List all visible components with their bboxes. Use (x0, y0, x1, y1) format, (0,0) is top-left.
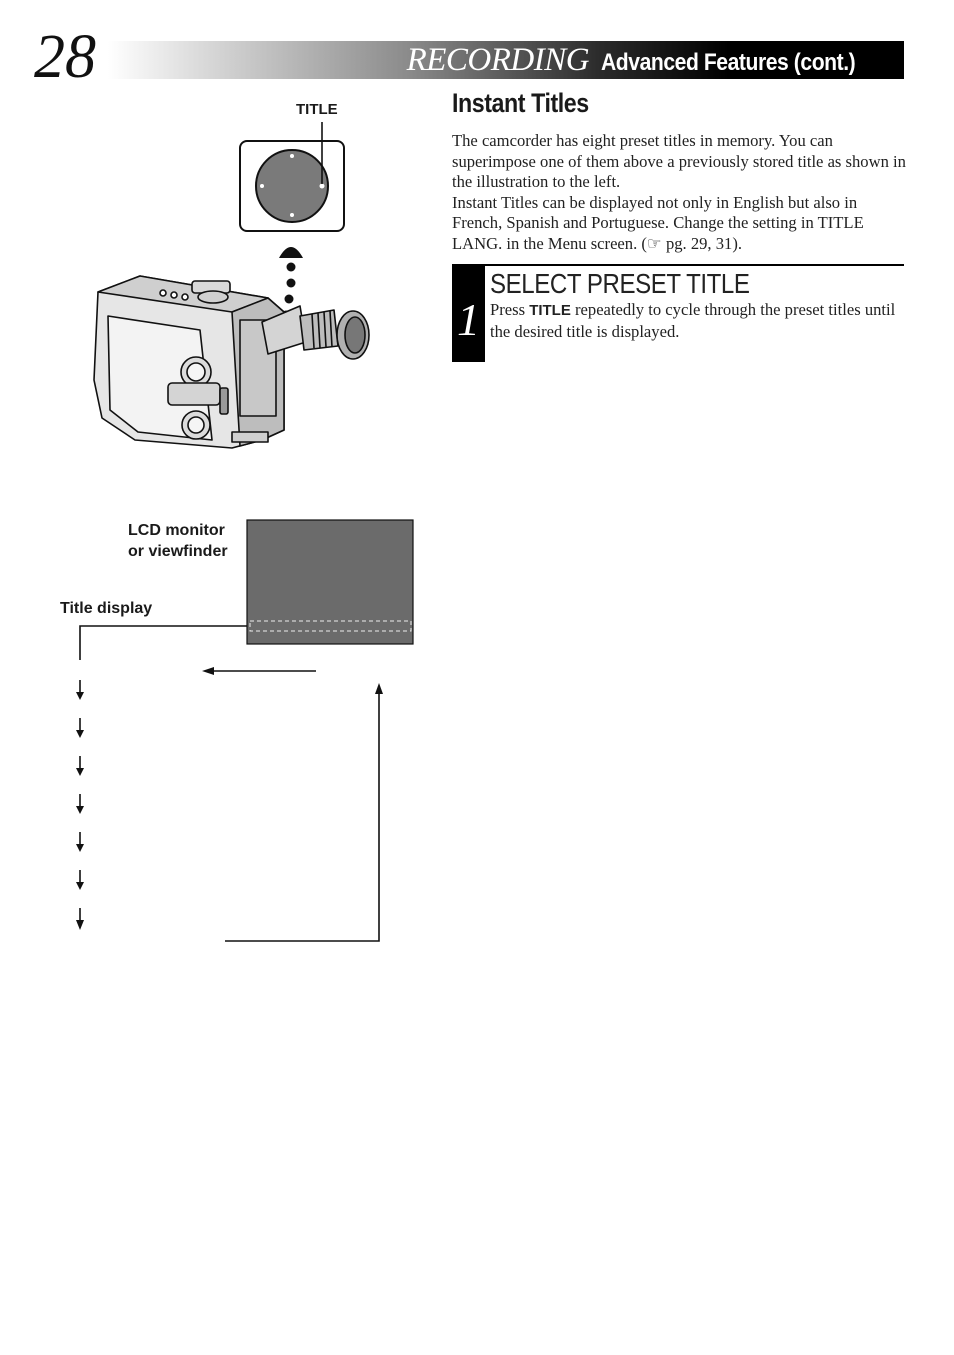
intro-paragraph-1: The camcorder has eight preset titles in memory. You can superimpose one of them above a previously stored title as shown in the illustration to the left. (452, 131, 906, 191)
page-number: 28 (34, 23, 96, 91)
step-body-prefix: Press (490, 300, 530, 319)
step-rule (485, 264, 904, 266)
illustration-graphic (0, 0, 440, 960)
camcorder-illustration (0, 0, 440, 960)
flow-diagram (80, 626, 379, 941)
lcd-monitor-screen (247, 520, 413, 644)
header-title (407, 41, 890, 79)
monitor-label-line1: LCD monitor (128, 522, 225, 539)
step-body-suffix: repeatedly to cycle through the preset titles until the desired title is displayed. (490, 300, 896, 341)
subsection-title: Advanced Features (cont.) (601, 49, 856, 76)
title-display-label: Title display (60, 600, 153, 617)
step-number: 1 (452, 264, 485, 362)
section-heading: Instant Titles (452, 88, 589, 118)
flow-arrowheads (76, 667, 383, 930)
title-button-label: TITLE (296, 101, 338, 118)
section-title: RECORDING (406, 42, 590, 78)
step-title: SELECT PRESET TITLE (490, 268, 750, 299)
step-body (490, 300, 900, 342)
monitor-label-line2: or viewfinder (128, 543, 228, 560)
intro-text (452, 131, 908, 254)
camcorder-icon (94, 276, 284, 448)
step-1 (452, 264, 904, 362)
title-button-magnified (240, 122, 344, 231)
up-arrow-icon (279, 247, 303, 258)
step-body-button: TITLE (529, 302, 571, 319)
intro-paragraph-2: Instant Titles can be displayed not only in English but also in French, Spanish and Portuguese. Change the setting in TITLE LANG. in the Menu screen. (☞ pg. 29, 31). (452, 192, 864, 253)
